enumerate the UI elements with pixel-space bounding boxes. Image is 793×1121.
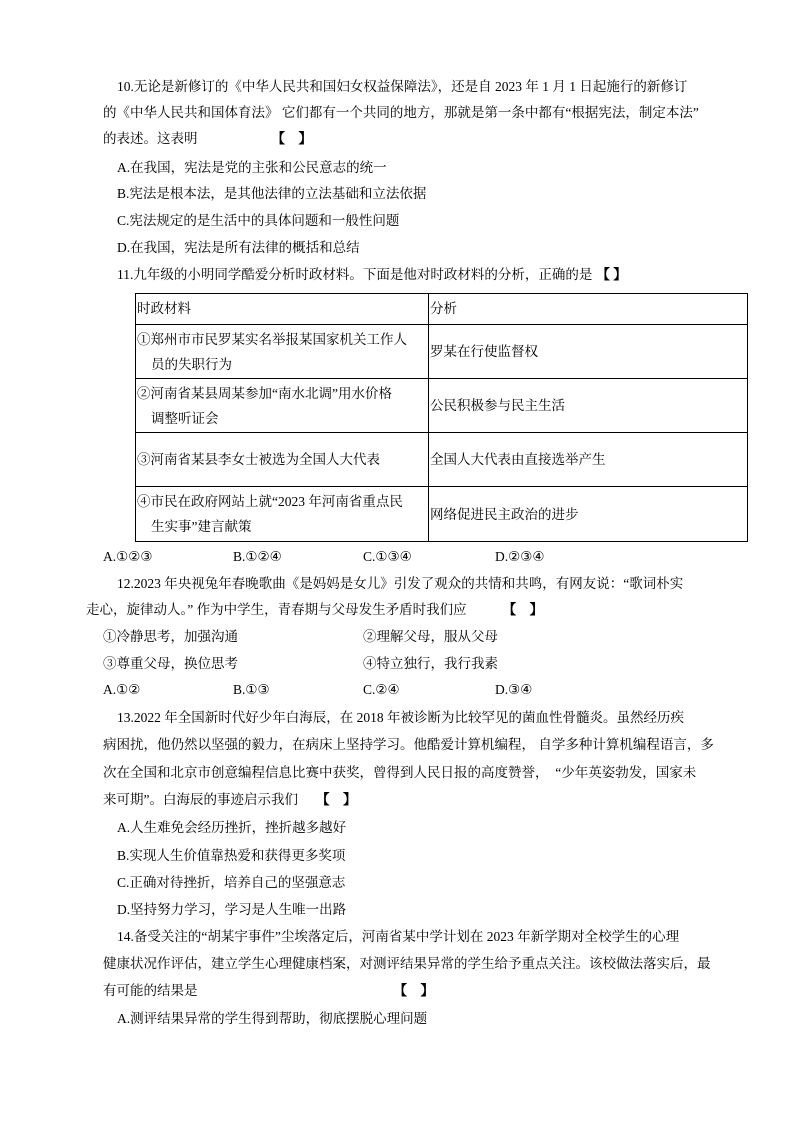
material-cell	[136, 325, 429, 379]
analysis-cell: 网络促进民主政治的进步	[429, 487, 748, 542]
answer-bracket: 【 】	[502, 602, 544, 617]
table-row	[136, 433, 748, 487]
answer-bracket: 【 】	[393, 983, 434, 998]
option-b: B.①③	[233, 682, 270, 697]
question-stem-text: 的表述。这表明	[103, 131, 198, 146]
analysis-cell: 公民积极参与民主生活	[429, 379, 748, 433]
question-stem-line: 14.备受关注的“胡某宇事件”尘埃落定后，河南省某中学计划在 2023 年新学期对全校学生的心理	[117, 929, 680, 944]
table-row	[136, 325, 748, 379]
question-stem-text: 走心，旋律动人。” 作为中学生，青春期与父母发生矛盾时我们应	[86, 602, 467, 617]
table-row	[136, 487, 748, 542]
question-stem-line: 病困扰，他仍然以坚强的毅力，在病床上坚持学习。他酷爱计算机编程， 自学多种计算机编程语言，多	[103, 737, 714, 752]
table-header-row	[136, 294, 748, 325]
question-stem-line	[86, 600, 543, 620]
statement-1: ①冷静思考，加强沟通	[103, 629, 238, 644]
option-d: D.②③④	[495, 549, 545, 564]
question-stem-text: 11.九年级的小明同学酷爱分析时政材料。下面是他对时政材料的分析，正确的是	[117, 267, 593, 282]
material-text: ①郑州市市民罗某实名举报某国家机关工作人	[137, 331, 407, 347]
option-d: D.在我国，宪法是所有法律的概括和总结	[117, 240, 360, 255]
option-c: C.①③④	[363, 549, 412, 564]
option-b: B.实现人生价值靠热爱和获得更多奖项	[117, 848, 346, 863]
table-header-analysis: 分析	[429, 294, 748, 325]
option-a: A.在我国，宪法是党的主张和公民意志的统一	[117, 160, 387, 175]
material-cell	[136, 487, 429, 542]
option-a: A.①②	[103, 682, 141, 697]
option-c: C.②④	[363, 682, 400, 697]
statement-2: ②理解父母，服从父母	[363, 629, 498, 644]
question-stem-line: 13.2022 年全国新时代好少年白海辰，在 2018 年被诊断为比较罕见的菌血性骨髓炎。虽然经历疾	[117, 710, 684, 725]
question-stem-text: 有可能的结果是	[103, 983, 198, 998]
question-stem-line: 10.无论是新修订的《中华人民共和国妇女权益保障法》，还是自 2023 年 1 月 1 日起施行的新修订	[117, 79, 688, 94]
material-text: ③河南省某县李女士被选为全国人大代表	[137, 452, 380, 467]
option-a: A.人生难免会经历挫折，挫折越多越好	[117, 820, 347, 835]
option-c: C.正确对待挫折，培养自己的坚强意志	[117, 875, 346, 890]
table-row	[136, 379, 748, 433]
analysis-cell: 全国人大代表由直接选举产生	[429, 433, 748, 487]
question-stem-line	[117, 265, 627, 285]
question-stem-text: 来可期”。白海辰的事迹启示我们	[103, 792, 298, 807]
material-text-continued: 员的失职行为	[151, 356, 232, 372]
statement-4: ④特立独行，我行我素	[363, 656, 498, 671]
question-stem-line	[103, 129, 312, 149]
question-stem-line	[103, 790, 357, 810]
question-stem-line	[103, 981, 434, 1001]
option-b: B.①②④	[233, 549, 282, 564]
material-cell	[136, 433, 429, 487]
question-stem-line: 次在全国和北京市创意编程信息比赛中获奖，曾得到人民日报的高度赞誉， “少年英姿勃发，国家未	[103, 765, 697, 780]
question-stem-line: 12.2023 年央视兔年春晚歌曲《是妈妈是女儿》引发了观众的共情和共鸣，有网友说：“歌词朴实	[117, 576, 684, 591]
option-c: C.宪法规定的是生活中的具体问题和一般性问题	[117, 213, 400, 228]
option-a: A.①②③	[103, 549, 153, 564]
answer-bracket: 【 】	[316, 792, 357, 807]
option-d: D.③④	[495, 682, 533, 697]
answer-bracket: 【 】	[596, 267, 627, 282]
answer-bracket: 【 】	[271, 131, 312, 146]
material-text: ④市民在政府网站上就“2023 年河南省重点民	[137, 494, 403, 509]
material-cell	[136, 379, 429, 433]
material-table	[135, 293, 748, 542]
option-b: B.宪法是根本法，是其他法律的立法基础和立法依据	[117, 186, 427, 201]
material-text-continued: 生实事”建言献策	[151, 519, 252, 534]
analysis-cell: 罗某在行使监督权	[429, 325, 748, 379]
statement-3: ③尊重父母，换位思考	[103, 656, 238, 671]
option-d: D.坚持努力学习，学习是人生唯一出路	[117, 902, 347, 917]
question-stem-line: 的《中华人民共和国体育法》 它们都有一个共同的地方，那就是第一条中都有“根据宪法，制定本法”	[103, 105, 699, 120]
option-a: A.测评结果异常的学生得到帮助，彻底摆脱心理问题	[117, 1011, 428, 1026]
question-stem-line: 健康状况作评估，建立学生心理健康档案，对测评结果异常的学生给予重点关注。该校做法落实后，最	[103, 956, 711, 971]
table-header-material: 时政材料	[136, 294, 429, 325]
material-text: ②河南省某县周某参加“南水北调”用水价格	[137, 385, 392, 401]
material-text-continued: 调整听证会	[151, 410, 219, 426]
